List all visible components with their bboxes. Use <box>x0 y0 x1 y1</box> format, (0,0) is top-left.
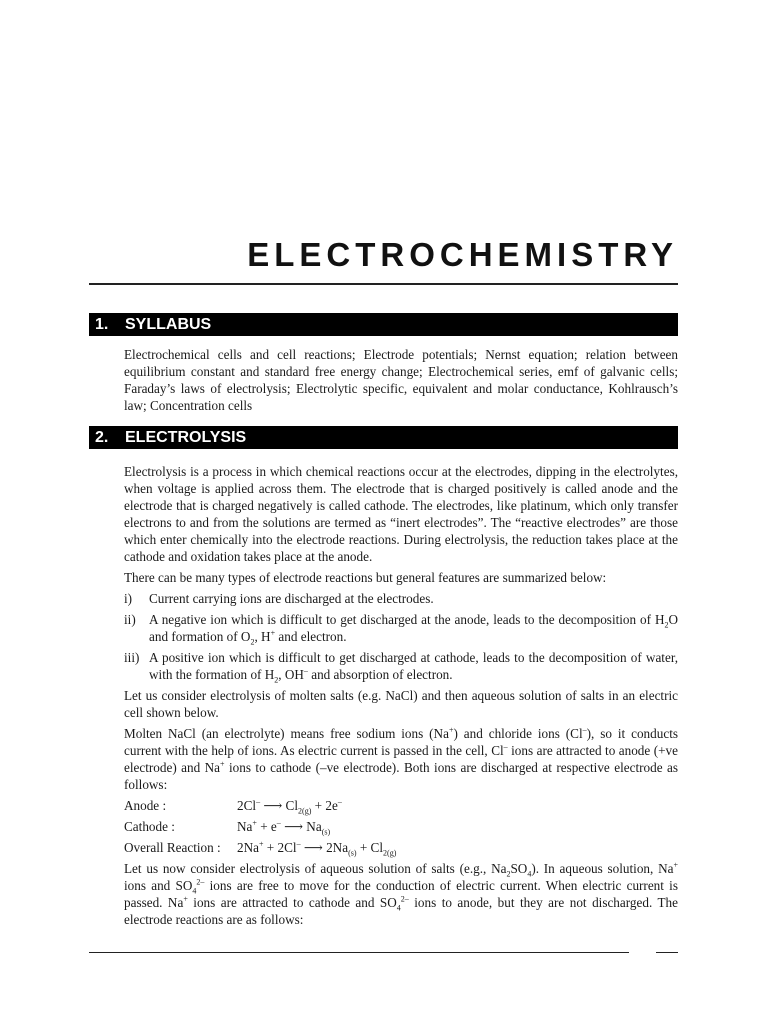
section-header-syllabus <box>89 313 678 336</box>
molten-lead: Let us consider electrolysis of molten salts (e.g. NaCl) and then aqueous solution of salts in an electric cell shown below. <box>124 688 678 720</box>
reaction-equation: Na+ + e– ⟶ $Na_{(s)}$ <box>237 818 331 837</box>
reaction-label: Anode : <box>124 798 167 813</box>
list-text: Current carrying ions are discharged at the electrodes. <box>149 591 434 606</box>
syllabus-text <box>124 346 678 418</box>
list-marker: ii) <box>124 612 136 627</box>
section-title: ELECTROLYSIS <box>125 429 247 446</box>
list-text: A positive ion which is difficult to get discharged at cathode, leads to the decomposition of water, with the formation of $H_2$, OH– and absorption of electron. <box>149 650 678 685</box>
reaction-equation: 2Cl– ⟶ $Cl_{2(g)} + 2e^-$ <box>237 797 342 816</box>
footer-rule <box>89 952 629 953</box>
list-marker: iii) <box>124 650 140 665</box>
summary-lead: There can be many types of electrode reactions but general features are summarized below: <box>124 570 607 585</box>
reaction-label: Overall Reaction : <box>124 840 221 855</box>
reaction-overall <box>124 839 678 856</box>
list-item-ii <box>124 611 678 645</box>
list-text: A negative ion which is difficult to get discharged at the anode, leads to the decomposition of $H_2O$ and formation of $O_2$, H+ and electron. <box>149 612 678 647</box>
footer-rule-short <box>656 952 678 953</box>
reaction-label: Cathode : <box>124 819 175 834</box>
page-title: ELECTROCHEMISTRY <box>247 236 678 273</box>
reaction-anode <box>124 797 678 814</box>
section-header-electrolysis <box>89 426 678 449</box>
title-underline <box>89 283 678 285</box>
list-item-i <box>124 590 678 607</box>
aqueous-paragraph: Let us now consider electrolysis of aqueous solution of salts (e.g., $Na_2SO_4$). In aqueous solution, Na+ ions and $SO_4^{2-}$ ions are free to move for the conduction of electric current. When electric current is passed. Na+ ions are attracted to cathode and $SO_4^{2-}$ ions to anode, but they are not discharged. The electrode reactions are as follows: <box>124 860 678 927</box>
section-title: SYLLABUS <box>125 316 212 333</box>
list-item-iii <box>124 649 678 683</box>
section-number: 2. <box>95 429 109 446</box>
electrolysis-intro: Electrolysis is a process in which chemical reactions occur at the electrodes, dipping in the electrolytes, when voltage is applied across them. The electrode that is charged positively is called anode and the electrode that is charged negatively is called cathode. The electrodes, like platinum, which only transfer electrons to and from the solutions are termed as “inert electrodes”. The “reactive electrodes” are those which enter chemically into the electrode reactions. During electrolysis, the reduction takes place at the cathode and oxidation takes place at the anode. <box>124 464 678 564</box>
reaction-cathode <box>124 818 678 835</box>
syllabus-paragraph: Electrochemical cells and cell reactions; Electrode potentials; Nernst equation; relation between equilibrium constant and standard free energy change; Electrochemical series, emf of galvanic cells; Faraday’s laws of electrolysis; Electrolytic specific, equivalent and molar conductance, Kohlrausch’s law; Concentration cells <box>124 347 678 413</box>
reaction-equation: 2Na+ + 2Cl– ⟶ $2Na_{(s)} + Cl_{2(g)}$ <box>237 839 397 858</box>
section-number: 1. <box>95 316 109 333</box>
molten-paragraph: Molten NaCl (an electrolyte) means free sodium ions (Na+) and chloride ions (Cl–), so it conducts current with the help of ions. As electric current is passed in the cell, Cl– ions are attracted to anode (+ve electrode) and Na+ ions to cathode (–ve electrode). Both ions are discharged at respective electrode as follows: <box>124 725 679 792</box>
electrolysis-body <box>124 463 678 932</box>
list-marker: i) <box>124 591 133 606</box>
